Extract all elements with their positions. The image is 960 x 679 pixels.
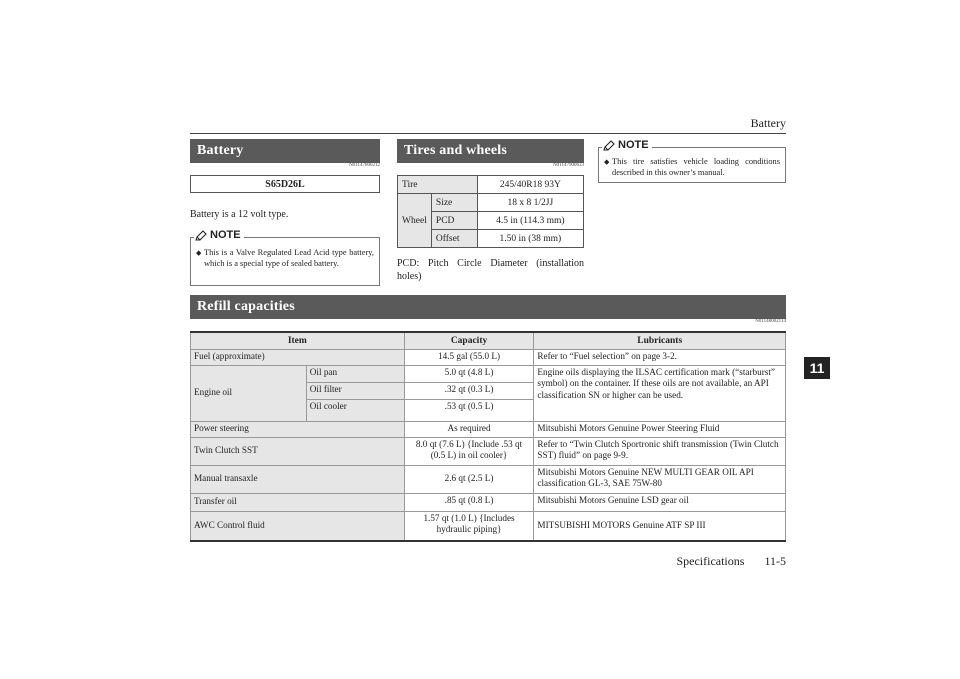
table-row — [191, 511, 786, 541]
fuel-item: Fuel (approximate) — [191, 349, 405, 365]
tire-value: 245/40R18 93Y — [477, 176, 583, 194]
power-steering-lubricant: Mitsubishi Motors Genuine Power Steering Fluid — [534, 421, 786, 437]
transfer-oil-item: Transfer oil — [191, 493, 405, 511]
oil-pan-label: Oil pan — [306, 365, 404, 382]
awc-fluid-item: AWC Control fluid — [191, 511, 405, 541]
awc-fluid-lubricant: MITSUBISHI MOTORS Genuine ATF SP III — [534, 511, 786, 541]
header-rule — [190, 133, 786, 134]
refill-heading: Refill capacities — [190, 295, 786, 319]
manual-transaxle-capacity: 2.6 qt (2.5 L) — [404, 465, 534, 493]
battery-note-text: This is a Valve Regulated Lead Acid type battery, which is a special type of sealed battery. — [204, 248, 374, 268]
table-header-row — [191, 332, 786, 349]
column-header-capacity: Capacity — [404, 332, 534, 349]
wheel-offset-value: 1.50 in (38 mm) — [477, 230, 583, 248]
pcd-explanation: PCD: Pitch Circle Diameter (installation holes) — [397, 258, 584, 282]
footer-section-name: Specifications — [676, 554, 745, 568]
table-row — [191, 465, 786, 493]
wheel-pcd-value: 4.5 in (114.3 mm) — [477, 212, 583, 230]
table-row — [398, 176, 584, 194]
pencil-icon — [195, 230, 207, 241]
table-row — [398, 194, 584, 212]
running-header-title: Battery — [750, 116, 786, 130]
tires-section-id: N01147900633 — [553, 163, 584, 168]
chapter-tab[interactable]: 11 — [804, 357, 830, 379]
bullet-icon: ◆ — [196, 249, 202, 257]
table-row — [191, 437, 786, 465]
running-footer — [676, 554, 786, 569]
tire-note-header — [602, 139, 652, 151]
refill-table — [190, 331, 786, 542]
oil-filter-label: Oil filter — [306, 382, 404, 399]
page-number: 11-5 — [764, 554, 786, 568]
column-header-item: Item — [191, 332, 405, 349]
tire-note-box — [598, 139, 786, 183]
power-steering-capacity: As required — [404, 421, 534, 437]
pencil-icon — [603, 140, 615, 151]
table-row — [191, 349, 786, 365]
column-header-lubricants: Lubricants — [534, 332, 786, 349]
wheel-size-value: 18 x 8 1/2JJ — [477, 194, 583, 212]
oil-filter-capacity: .32 qt (0.3 L) — [404, 382, 534, 399]
battery-description: Battery is a 12 volt type. — [190, 209, 289, 220]
battery-heading: Battery — [190, 139, 380, 163]
fuel-lubricant: Refer to “Fuel selection” on page 3-2. — [534, 349, 786, 365]
oil-cooler-label: Oil cooler — [306, 399, 404, 421]
battery-note-box — [190, 229, 380, 286]
bullet-icon: ◆ — [604, 158, 610, 166]
refill-section-id: N01148002114 — [755, 319, 786, 324]
tire-label: Tire — [398, 176, 478, 194]
transfer-oil-lubricant: Mitsubishi Motors Genuine LSD gear oil — [534, 493, 786, 511]
table-row — [191, 421, 786, 437]
transfer-oil-capacity: .85 qt (0.8 L) — [404, 493, 534, 511]
battery-model-box: S65D26L — [190, 175, 380, 193]
power-steering-item: Power steering — [191, 421, 405, 437]
tire-note-text: This tire satisfies vehicle loading conditions described in this owner’s manual. — [612, 157, 780, 177]
oil-pan-capacity: 5.0 qt (4.8 L) — [404, 365, 534, 382]
tire-note-label: NOTE — [618, 139, 649, 151]
wheel-label: Wheel — [398, 194, 432, 248]
tires-heading: Tires and wheels — [397, 139, 584, 163]
table-row — [191, 365, 786, 382]
oil-cooler-capacity: .53 qt (0.5 L) — [404, 399, 534, 421]
awc-fluid-capacity: 1.57 qt (1.0 L) {Includes hydraulic piping} — [404, 511, 534, 541]
battery-note-header — [194, 229, 244, 241]
tires-table — [397, 175, 584, 248]
manual-transaxle-lubricant: Mitsubishi Motors Genuine NEW MULTI GEAR OIL API classification GL-3, SAE 75W-80 — [534, 465, 786, 493]
wheel-pcd-label: PCD — [431, 212, 477, 230]
manual-transaxle-item: Manual transaxle — [191, 465, 405, 493]
battery-note-label: NOTE — [210, 229, 241, 241]
battery-section-id: N01147800212 — [349, 163, 380, 168]
twin-clutch-lubricant: Refer to “Twin Clutch Sportronic shift transmission (Twin Clutch SST) fluid” on page 9-9. — [534, 437, 786, 465]
engine-oil-lubricant: Engine oils displaying the ILSAC certification mark (“starburst” symbol) on the container. If these oils are not available, an API classification SN or higher can be used. — [534, 365, 786, 421]
table-row — [191, 493, 786, 511]
wheel-size-label: Size — [431, 194, 477, 212]
twin-clutch-capacity: 8.0 qt (7.6 L) {Include .53 qt (0.5 L) in oil cooler} — [404, 437, 534, 465]
fuel-capacity: 14.5 gal (55.0 L) — [404, 349, 534, 365]
engine-oil-item: Engine oil — [191, 365, 307, 421]
wheel-offset-label: Offset — [431, 230, 477, 248]
twin-clutch-item: Twin Clutch SST — [191, 437, 405, 465]
